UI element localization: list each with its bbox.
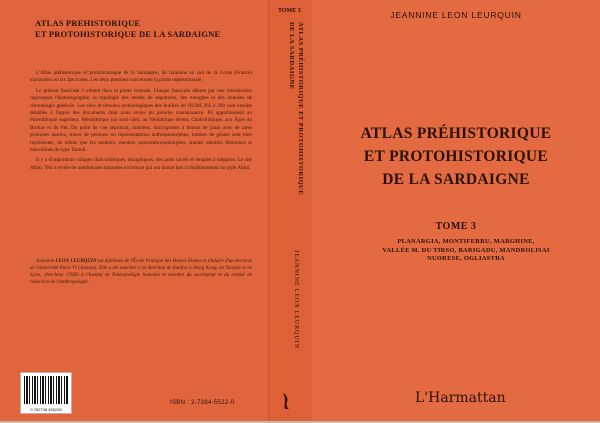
front-regions — [346, 238, 586, 264]
front-author: JEANNINE LEON LEURQUIN — [390, 10, 522, 20]
barcode-number: 9 782738 455228 — [30, 407, 62, 412]
back-paragraph-3: Il y a d'importants villages chalcolithiques, nuraghiques, des puits sacrés et temples à mégaron. Le site Abini, Teti a révélé de nombreuses statuettes en bronze qui ont donné lieu à l'établissement du style Abini. — [30, 157, 252, 171]
front-tome: TOME 3 — [435, 221, 477, 232]
author-bio — [30, 258, 252, 286]
isbn: ISBN : 2-7384-5522-0 — [170, 400, 235, 406]
regions-line3: NUORESE, OGLIASTRA — [427, 255, 505, 263]
back-paragraph-2: Le présent fascicule 3 s'étend dans la partie centrale. Chaque fascicule débute par une introduction regroupant l'historiographie, la typologie des modes de sépultures, des nuraghes et des données de chronologie générale. Les sites et témoins archéologiques des feuilles de l'IGMI 205 à 208 sont ensuite détaillés à l'appui des documents dont nous avons pu prendre connaissance. Ils appartiennent au Paléolithique supérieur, Mésolithique (ou sexé site), au Néolithique récent, Chalcolithique, aux Âges du Bronze et du Fer. Du point de vue sépulcral, dolmens, microgrottes à domus de janas avec de rares protomes taurins, traces de peinture ou représentations anthropomorphes, tombes de géants sont bien représentés, de même que les menhirs, menhirs protoanthropomorphes, statues menhirs féminines et masculines du type Tamuli. — [30, 87, 252, 154]
bio-author-name: LEON LEURQUIN — [55, 259, 97, 264]
spine-title-line1: ATLAS PRÉHISTORIQUE ET PROTOHISTORIQUE — [297, 22, 304, 196]
spine-title-line2: DE LA SARDAIGNE — [288, 22, 295, 90]
bio-text: est diplômée de l'École Pratique des Hautes Études et titulaire d'un doctorat de l'université Paris VI (Jussieu). Elle a été attachée à la direction de fouilles à Hong Kong, en Turquie et en Syrie, chercheur CNRS à l'Institut de Paléontologie humaine et membre du secrétariat et du comité de rédaction de l'Anthropologie. — [30, 259, 252, 285]
spine-publisher-logo-icon — [281, 392, 291, 410]
back-title-line1: ATLAS PREHISTORIQUE — [35, 18, 141, 28]
publisher-name: L'Harmattan — [415, 390, 506, 406]
front-title — [312, 122, 600, 191]
front-title-line3: DE LA SARDAIGNE — [382, 171, 530, 188]
spine-tome: TOME 3 — [278, 8, 301, 14]
front-cover — [312, 0, 600, 423]
back-title — [35, 18, 235, 40]
front-title-line2: ET PROTOHISTORIQUE — [363, 148, 549, 165]
barcode — [20, 372, 72, 414]
front-title-line1: ATLAS PRÉHISTORIQUE — [360, 125, 552, 142]
back-cover — [0, 0, 268, 423]
spine-author: JEANNINE LEON LEURQUIN — [293, 250, 300, 349]
bio-prefix: Jeannine — [36, 259, 56, 264]
back-paragraph-1: L'Atlas préhistorique et protohistorique de la Sardaigne, île italienne au sud de la Corse (France) s'articulera en six fascicules. Les deux premiers concernent la partie septentrionale. — [30, 70, 252, 84]
back-summary — [30, 70, 252, 175]
back-title-line2: ET PROTOHISTORIQUE DE LA SARDAIGNE — [35, 29, 221, 39]
regions-line2: VALLÉE M. DU TIRSO, BARIGADU, MANDROLISAI — [382, 246, 550, 254]
regions-line1: PLANARGIA, MONTIFERRU, MARGHINE, — [397, 238, 535, 245]
barcode-bars — [24, 376, 68, 404]
